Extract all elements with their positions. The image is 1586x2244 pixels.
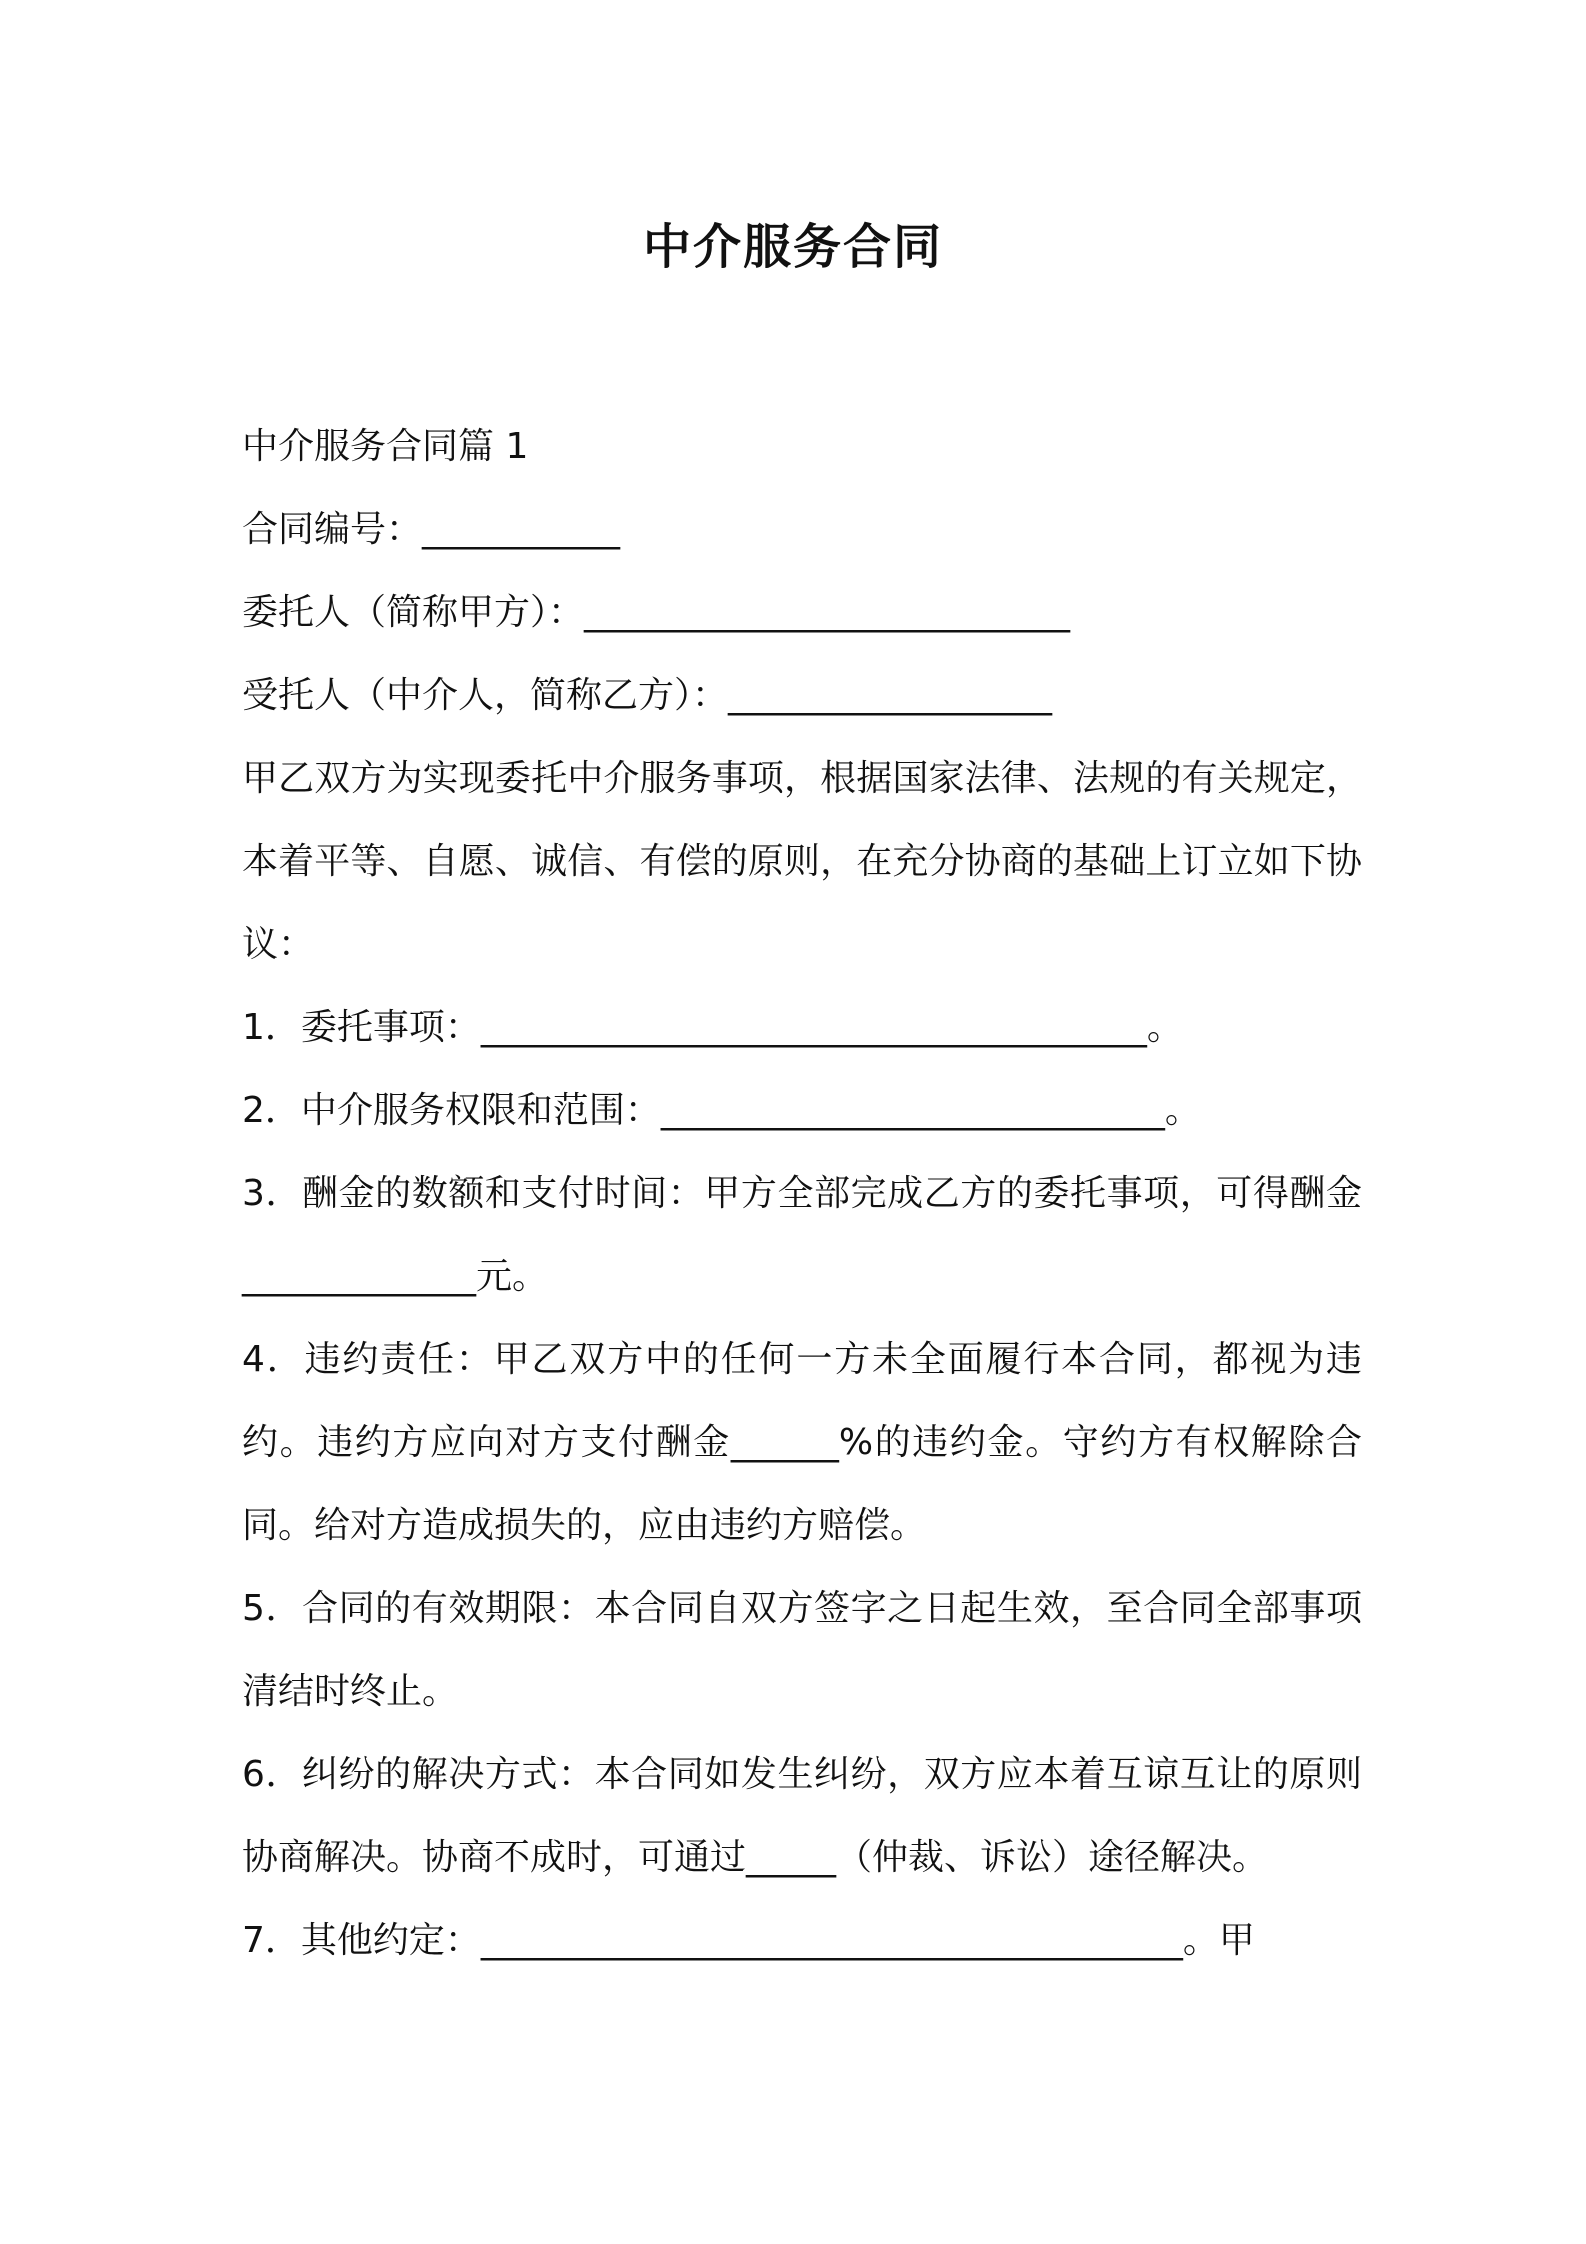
intro-paragraph: 甲乙双方为实现委托中介服务事项，根据国家法律、法规的有关规定，本着平等、自愿、诚信、有偿的原则，在充分协商的基础上订立如下协议：	[242, 758, 1362, 965]
section-heading: 中介服务合同篇 1	[242, 426, 529, 467]
document-title: 中介服务合同	[642, 219, 943, 275]
document-body	[242, 405, 1362, 1982]
clause-7: 7．其他约定：_______________________________________。甲	[242, 1920, 1255, 1961]
agent-line: 受托人（中介人，简称乙方）：__________________	[242, 675, 1053, 716]
clause-4: 4．违约责任：甲乙双方中的任何一方未全面履行本合同，都视为违约。违约方应向对方支付酬金______%的违约金。守约方有权解除合同。给对方造成损失的，应由违约方赔偿。	[242, 1339, 1362, 1546]
clause-2: 2．中介服务权限和范围：____________________________。	[242, 1090, 1201, 1131]
clause-5: 5．合同的有效期限：本合同自双方签字之日起生效，至合同全部事项清结时终止。	[242, 1588, 1362, 1712]
principal-line: 委托人（简称甲方）：___________________________	[242, 592, 1071, 633]
clause-1: 1．委托事项：_____________________________________。	[242, 1007, 1183, 1048]
clause-3: 3．酬金的数额和支付时间：甲方全部完成乙方的委托事项，可得酬金_____________元。	[242, 1173, 1362, 1297]
clause-6: 6．纠纷的解决方式：本合同如发生纠纷，双方应本着互谅互让的原则协商解决。协商不成时，可通过_____（仲裁、诉讼）途径解决。	[242, 1754, 1362, 1878]
contract-number-line: 合同编号：___________	[242, 509, 621, 550]
